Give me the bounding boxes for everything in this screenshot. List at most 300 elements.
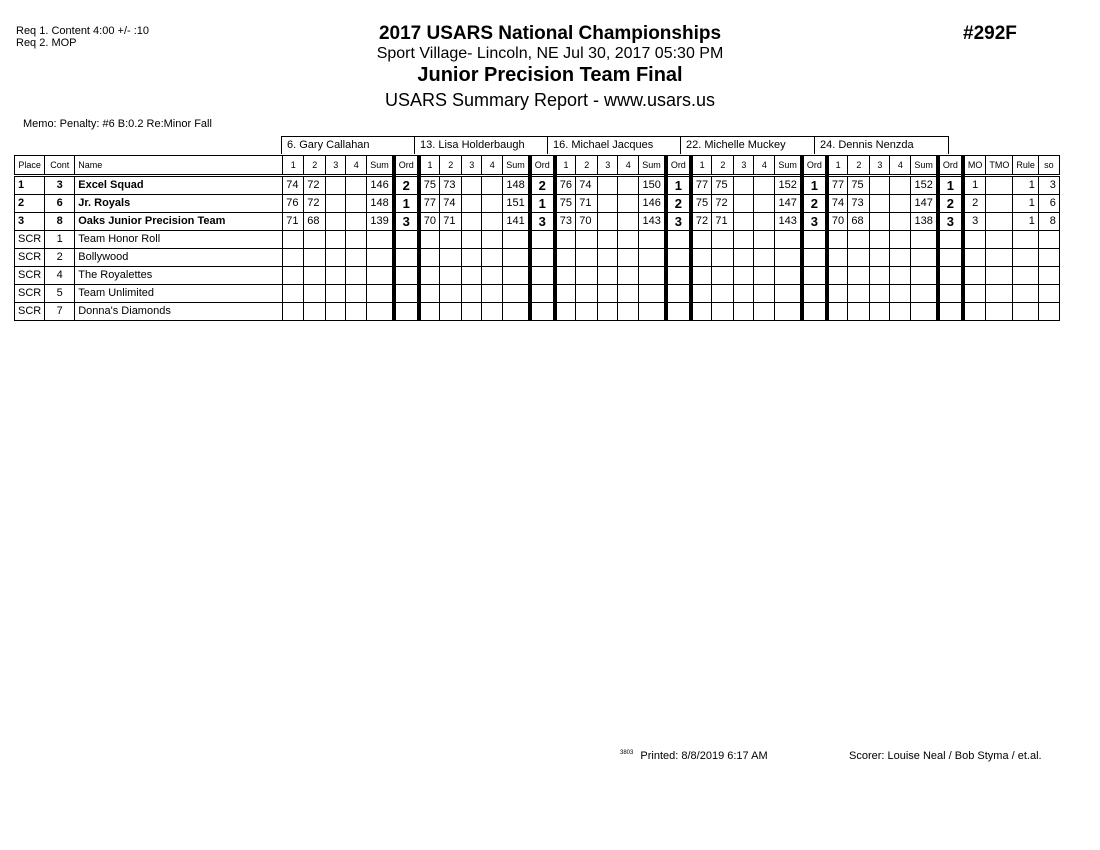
- score-cell: 71: [283, 213, 304, 231]
- score-cell: [598, 303, 618, 321]
- ordinal-cell: [802, 285, 827, 303]
- score-cell: [440, 303, 462, 321]
- tmo-cell: [986, 231, 1013, 249]
- rule-cell: [1013, 267, 1039, 285]
- sum-cell: [367, 285, 394, 303]
- score-cell: [754, 267, 775, 285]
- score-cell: [482, 231, 503, 249]
- rule-cell: [1013, 303, 1039, 321]
- score-cell: 71: [712, 213, 734, 231]
- score-cell: [326, 249, 346, 267]
- table-row: [15, 249, 1060, 267]
- score-cell: [754, 249, 775, 267]
- col-header-so: so: [1038, 156, 1059, 176]
- sum-cell: [503, 249, 530, 267]
- ordinal-cell: [530, 285, 555, 303]
- memo: Memo: Penalty: #6 B:0.2 Re:Minor Fall: [23, 118, 212, 130]
- score-cell: [754, 176, 775, 195]
- sum-cell: 148: [503, 176, 530, 195]
- score-cell: [326, 285, 346, 303]
- score-cell: [555, 303, 576, 321]
- team-name-cell: Jr. Royals: [75, 195, 283, 213]
- team-name-cell: Oaks Junior Precision Team: [75, 213, 283, 231]
- rule-cell: 1: [1013, 176, 1039, 195]
- score-cell: [712, 303, 734, 321]
- sum-cell: [639, 249, 666, 267]
- score-cell: [691, 285, 712, 303]
- score-cell: [712, 231, 734, 249]
- so-cell: 3: [1038, 176, 1059, 195]
- place-cell: 2: [15, 195, 45, 213]
- score-cell: [827, 267, 848, 285]
- score-cell: [283, 231, 304, 249]
- cont-cell: 8: [45, 213, 75, 231]
- mo-cell: 1: [963, 176, 986, 195]
- col-header-s3: 3: [734, 156, 754, 176]
- table-row: [15, 267, 1060, 285]
- ordinal-cell: [666, 267, 691, 285]
- judge-header: 16. Michael Jacques: [547, 136, 681, 154]
- ordinal-cell: 2: [666, 195, 691, 213]
- score-cell: [482, 195, 503, 213]
- score-cell: [598, 195, 618, 213]
- sum-cell: 147: [911, 195, 938, 213]
- sum-cell: [367, 231, 394, 249]
- ordinal-cell: [394, 249, 419, 267]
- sum-cell: 146: [639, 195, 666, 213]
- judge-header: 13. Lisa Holderbaugh: [414, 136, 548, 154]
- header-row: [15, 156, 1060, 176]
- col-header-ord: Ord: [938, 156, 963, 176]
- score-cell: 74: [576, 176, 598, 195]
- so-cell: [1038, 249, 1059, 267]
- tmo-cell: [986, 249, 1013, 267]
- ordinal-cell: 2: [802, 195, 827, 213]
- col-header-s1: 1: [419, 156, 440, 176]
- score-cell: 76: [283, 195, 304, 213]
- score-cell: [734, 285, 754, 303]
- score-cell: [734, 195, 754, 213]
- score-cell: 71: [440, 213, 462, 231]
- score-cell: [734, 249, 754, 267]
- requirement-2: Req 2. MOP: [16, 37, 77, 49]
- col-header-sum: Sum: [367, 156, 394, 176]
- score-cell: [555, 249, 576, 267]
- place-cell: SCR: [15, 303, 45, 321]
- rule-cell: 1: [1013, 195, 1039, 213]
- score-cell: [827, 285, 848, 303]
- mo-cell: [963, 267, 986, 285]
- table-row: [15, 231, 1060, 249]
- score-cell: [555, 267, 576, 285]
- team-name-cell: Team Unlimited: [75, 285, 283, 303]
- score-cell: [440, 267, 462, 285]
- so-cell: [1038, 231, 1059, 249]
- col-header-s1: 1: [283, 156, 304, 176]
- score-cell: [848, 249, 870, 267]
- mo-cell: [963, 303, 986, 321]
- mo-cell: [963, 231, 986, 249]
- so-cell: [1038, 303, 1059, 321]
- score-cell: [618, 285, 639, 303]
- score-cell: [827, 303, 848, 321]
- printed-timestamp: Printed: 8/8/2019 6:17 AM: [640, 750, 768, 762]
- score-cell: 68: [304, 213, 326, 231]
- mo-cell: 2: [963, 195, 986, 213]
- score-cell: [462, 249, 482, 267]
- score-cell: [848, 231, 870, 249]
- col-header-sum: Sum: [911, 156, 938, 176]
- score-cell: [848, 285, 870, 303]
- score-cell: 68: [848, 213, 870, 231]
- ordinal-cell: 1: [802, 176, 827, 195]
- score-cell: [283, 249, 304, 267]
- score-cell: [754, 213, 775, 231]
- tmo-cell: [986, 176, 1013, 195]
- score-cell: [890, 176, 911, 195]
- ordinal-cell: [394, 285, 419, 303]
- team-name-cell: The Royalettes: [75, 267, 283, 285]
- place-cell: 1: [15, 176, 45, 195]
- table-row: [15, 176, 1060, 195]
- ordinal-cell: 3: [394, 213, 419, 231]
- sum-cell: 139: [367, 213, 394, 231]
- score-cell: [754, 285, 775, 303]
- score-cell: [890, 231, 911, 249]
- score-cell: [462, 176, 482, 195]
- col-header-ord: Ord: [394, 156, 419, 176]
- score-cell: [870, 285, 890, 303]
- sum-cell: [503, 231, 530, 249]
- sum-cell: 146: [367, 176, 394, 195]
- score-cell: [462, 231, 482, 249]
- ordinal-cell: [666, 303, 691, 321]
- score-cell: [419, 249, 440, 267]
- col-header-name: Name: [75, 156, 283, 176]
- score-cell: [419, 231, 440, 249]
- score-cell: [890, 195, 911, 213]
- sum-cell: 152: [911, 176, 938, 195]
- sum-cell: 150: [639, 176, 666, 195]
- score-cell: [691, 231, 712, 249]
- col-header-place: Place: [15, 156, 45, 176]
- score-cell: [419, 267, 440, 285]
- col-header-s2: 2: [576, 156, 598, 176]
- sum-cell: 151: [503, 195, 530, 213]
- score-cell: [618, 195, 639, 213]
- ordinal-cell: [938, 231, 963, 249]
- ordinal-cell: [666, 231, 691, 249]
- table-row: [15, 285, 1060, 303]
- score-cell: 70: [576, 213, 598, 231]
- ordinal-cell: [938, 303, 963, 321]
- score-cell: [618, 231, 639, 249]
- page-title: 2017 USARS National Championships: [378, 23, 722, 44]
- col-header-cont: Cont: [45, 156, 75, 176]
- score-cell: 75: [712, 176, 734, 195]
- score-cell: 72: [304, 195, 326, 213]
- sum-cell: 141: [503, 213, 530, 231]
- sum-cell: [775, 285, 802, 303]
- score-cell: [462, 285, 482, 303]
- score-cell: [754, 303, 775, 321]
- score-cell: 76: [555, 176, 576, 195]
- ordinal-cell: 1: [530, 195, 555, 213]
- score-cell: [754, 195, 775, 213]
- ordinal-cell: [394, 267, 419, 285]
- score-cell: 75: [419, 176, 440, 195]
- place-cell: SCR: [15, 231, 45, 249]
- score-cell: 75: [691, 195, 712, 213]
- ordinal-cell: 1: [938, 176, 963, 195]
- score-cell: [326, 303, 346, 321]
- sum-cell: [911, 285, 938, 303]
- requirement-1: Req 1. Content 4:00 +/- :10: [16, 25, 150, 37]
- ordinal-cell: [802, 303, 827, 321]
- score-cell: [691, 267, 712, 285]
- col-header-s3: 3: [598, 156, 618, 176]
- print-info: [620, 750, 768, 762]
- score-cell: [576, 267, 598, 285]
- ordinal-cell: [938, 285, 963, 303]
- mo-cell: [963, 249, 986, 267]
- col-header-ord: Ord: [530, 156, 555, 176]
- score-cell: [326, 176, 346, 195]
- score-cell: 72: [691, 213, 712, 231]
- score-cell: [827, 249, 848, 267]
- sum-cell: [367, 303, 394, 321]
- score-cell: [618, 213, 639, 231]
- so-cell: [1038, 267, 1059, 285]
- score-cell: [827, 231, 848, 249]
- sum-cell: [639, 285, 666, 303]
- score-cell: 74: [283, 176, 304, 195]
- col-header-s4: 4: [890, 156, 911, 176]
- sum-cell: [367, 249, 394, 267]
- col-header-sum: Sum: [639, 156, 666, 176]
- sum-cell: [503, 267, 530, 285]
- score-cell: [576, 249, 598, 267]
- score-cell: [346, 213, 367, 231]
- score-cell: [326, 195, 346, 213]
- cont-cell: 4: [45, 267, 75, 285]
- score-cell: 75: [848, 176, 870, 195]
- table-row: [15, 303, 1060, 321]
- sum-cell: 143: [639, 213, 666, 231]
- venue-line: Sport Village- Lincoln, NE Jul 30, 2017 05:30 PM: [376, 45, 724, 62]
- ordinal-cell: [802, 249, 827, 267]
- score-cell: [283, 267, 304, 285]
- col-header-ord: Ord: [802, 156, 827, 176]
- score-cell: [691, 303, 712, 321]
- score-cell: [870, 267, 890, 285]
- col-header-tmo: TMO: [986, 156, 1013, 176]
- sum-cell: [639, 231, 666, 249]
- score-cell: [598, 231, 618, 249]
- score-cell: [326, 213, 346, 231]
- score-cell: [712, 285, 734, 303]
- sum-cell: 147: [775, 195, 802, 213]
- sum-cell: [911, 267, 938, 285]
- sum-cell: 152: [775, 176, 802, 195]
- score-cell: [576, 231, 598, 249]
- score-cell: [462, 195, 482, 213]
- col-header-s3: 3: [462, 156, 482, 176]
- score-cell: [618, 249, 639, 267]
- score-cell: [734, 303, 754, 321]
- sum-cell: [911, 231, 938, 249]
- score-cell: [870, 176, 890, 195]
- cont-cell: 5: [45, 285, 75, 303]
- col-header-s4: 4: [346, 156, 367, 176]
- tmo-cell: [986, 285, 1013, 303]
- ordinal-cell: [802, 267, 827, 285]
- cont-cell: 1: [45, 231, 75, 249]
- col-header-sum: Sum: [503, 156, 530, 176]
- tmo-cell: [986, 303, 1013, 321]
- score-cell: [734, 213, 754, 231]
- event-title: Junior Precision Team Final: [417, 64, 683, 86]
- so-cell: 6: [1038, 195, 1059, 213]
- mo-cell: 3: [963, 213, 986, 231]
- score-cell: [304, 267, 326, 285]
- sum-cell: [639, 267, 666, 285]
- col-header-s2: 2: [712, 156, 734, 176]
- score-cell: [712, 249, 734, 267]
- sum-cell: 143: [775, 213, 802, 231]
- col-header-s4: 4: [618, 156, 639, 176]
- score-cell: [890, 285, 911, 303]
- sum-cell: [911, 249, 938, 267]
- ordinal-cell: [666, 285, 691, 303]
- score-cell: [283, 303, 304, 321]
- ordinal-cell: 2: [394, 176, 419, 195]
- ordinal-cell: [938, 267, 963, 285]
- col-header-s2: 2: [304, 156, 326, 176]
- score-cell: [440, 285, 462, 303]
- col-header-ord: Ord: [666, 156, 691, 176]
- score-cell: [419, 303, 440, 321]
- score-cell: [326, 267, 346, 285]
- score-cell: 73: [848, 195, 870, 213]
- score-cell: 72: [712, 195, 734, 213]
- ordinal-cell: [530, 249, 555, 267]
- ordinal-cell: [394, 303, 419, 321]
- col-header-s3: 3: [870, 156, 890, 176]
- col-header-s4: 4: [754, 156, 775, 176]
- ordinal-cell: [530, 267, 555, 285]
- score-cell: 71: [576, 195, 598, 213]
- rule-cell: [1013, 249, 1039, 267]
- team-name-cell: Bollywood: [75, 249, 283, 267]
- score-cell: 73: [440, 176, 462, 195]
- sum-cell: [775, 231, 802, 249]
- score-cell: [848, 303, 870, 321]
- cont-cell: 6: [45, 195, 75, 213]
- score-cell: [482, 176, 503, 195]
- score-cell: [870, 231, 890, 249]
- score-cell: [691, 249, 712, 267]
- rule-cell: [1013, 231, 1039, 249]
- score-cell: [283, 285, 304, 303]
- score-cell: [598, 176, 618, 195]
- score-cell: [346, 176, 367, 195]
- col-header-s3: 3: [326, 156, 346, 176]
- ordinal-cell: 1: [666, 176, 691, 195]
- score-cell: [462, 213, 482, 231]
- sum-cell: [367, 267, 394, 285]
- scorer-credit: Scorer: Louise Neal / Bob Styma / et.al.: [849, 750, 1042, 762]
- score-cell: [598, 285, 618, 303]
- place-cell: SCR: [15, 267, 45, 285]
- team-name-cell: Team Honor Roll: [75, 231, 283, 249]
- score-cell: 70: [827, 213, 848, 231]
- score-cell: [304, 303, 326, 321]
- score-cell: [482, 249, 503, 267]
- score-cell: 70: [419, 213, 440, 231]
- score-cell: 75: [555, 195, 576, 213]
- place-cell: SCR: [15, 249, 45, 267]
- score-cell: [890, 249, 911, 267]
- score-cell: [304, 249, 326, 267]
- score-cell: [346, 231, 367, 249]
- score-cell: [734, 176, 754, 195]
- score-cell: [482, 267, 503, 285]
- score-cell: 77: [419, 195, 440, 213]
- place-cell: 3: [15, 213, 45, 231]
- sum-cell: [775, 303, 802, 321]
- score-cell: [598, 213, 618, 231]
- tmo-cell: [986, 195, 1013, 213]
- mo-cell: [963, 285, 986, 303]
- judge-header: 24. Dennis Nenzda: [814, 136, 949, 154]
- score-cell: 77: [691, 176, 712, 195]
- sum-cell: [775, 267, 802, 285]
- score-cell: [482, 213, 503, 231]
- score-cell: [848, 267, 870, 285]
- so-cell: [1038, 285, 1059, 303]
- col-header-s1: 1: [555, 156, 576, 176]
- ordinal-cell: 3: [530, 213, 555, 231]
- ordinal-cell: 2: [530, 176, 555, 195]
- col-header-sum: Sum: [775, 156, 802, 176]
- ordinal-cell: [802, 231, 827, 249]
- score-cell: [890, 303, 911, 321]
- score-cell: [346, 285, 367, 303]
- score-cell: [440, 249, 462, 267]
- table-row: [15, 213, 1060, 231]
- col-header-s1: 1: [827, 156, 848, 176]
- tmo-cell: [986, 267, 1013, 285]
- score-cell: [870, 249, 890, 267]
- sum-cell: [503, 285, 530, 303]
- sum-cell: [911, 303, 938, 321]
- score-cell: [482, 303, 503, 321]
- col-header-mo: MO: [963, 156, 986, 176]
- table-row: [15, 195, 1060, 213]
- cont-cell: 2: [45, 249, 75, 267]
- team-name-cell: Excel Squad: [75, 176, 283, 195]
- col-header-rule: Rule: [1013, 156, 1039, 176]
- tmo-cell: [986, 213, 1013, 231]
- ordinal-cell: [666, 249, 691, 267]
- rule-cell: [1013, 285, 1039, 303]
- ordinal-cell: 3: [666, 213, 691, 231]
- col-header-s4: 4: [482, 156, 503, 176]
- score-cell: [346, 267, 367, 285]
- score-cell: [618, 176, 639, 195]
- score-cell: 74: [440, 195, 462, 213]
